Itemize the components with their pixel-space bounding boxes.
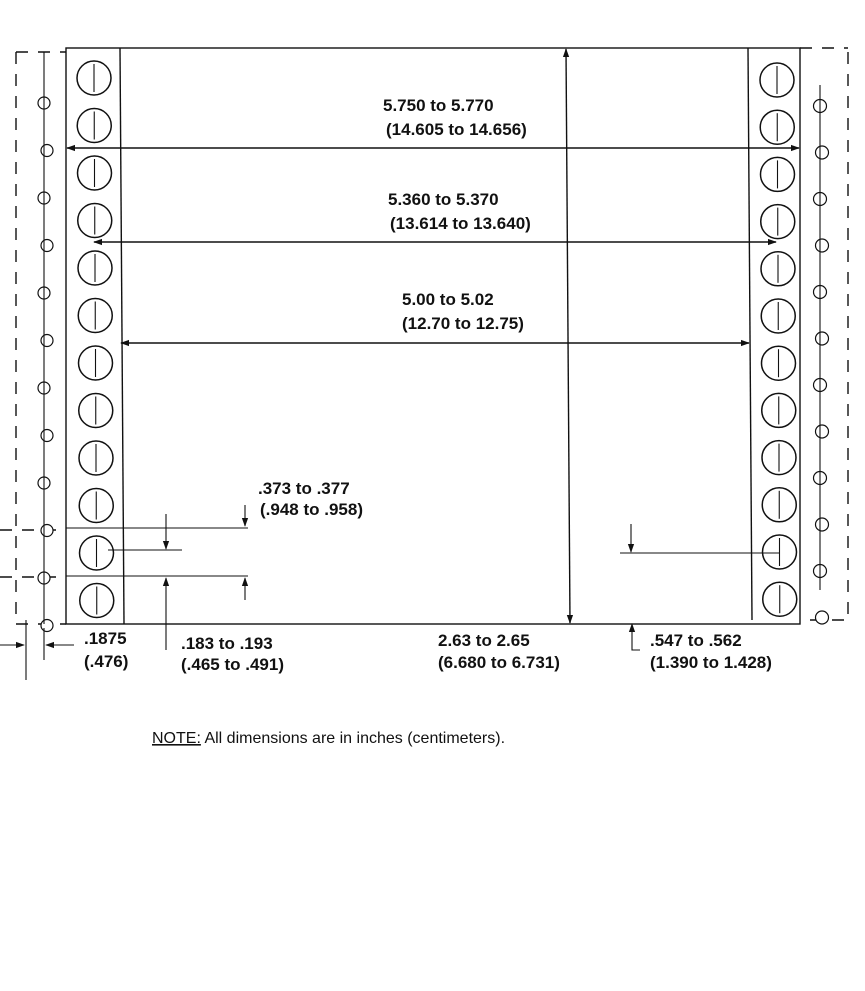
left-tractor-strip-edge <box>120 48 124 624</box>
left-tractor-feed-holes <box>77 61 114 618</box>
dim-line-263-vertical <box>566 49 570 623</box>
margin-hole <box>816 518 829 531</box>
margin-hole <box>816 425 829 438</box>
dim-263-inches: 2.63 to 2.65 <box>438 631 530 650</box>
margin-hole <box>41 525 53 537</box>
dimension-note <box>152 730 505 747</box>
right-margin-small-holes <box>814 100 829 625</box>
margin-hole <box>816 146 829 159</box>
margin-hole <box>41 240 53 252</box>
right-tractor-feed-holes <box>760 63 797 616</box>
dim-1875-cm: (.476) <box>84 652 129 671</box>
margin-hole <box>816 332 829 345</box>
dim-547-inches: .547 to .562 <box>650 631 742 650</box>
dim-547-cm: (1.390 to 1.428) <box>650 653 772 672</box>
dimension-lines <box>0 49 799 680</box>
dim-263-cm: (6.680 to 6.731) <box>438 653 560 672</box>
dim-373-cm: (.948 to .958) <box>260 500 363 519</box>
dim-5360-inches: 5.360 to 5.370 <box>388 190 499 209</box>
margin-hole <box>41 620 53 632</box>
dim-500-cm: (12.70 to 12.75) <box>402 314 524 333</box>
dim-5750-cm: (14.605 to 14.656) <box>386 120 527 139</box>
right-tractor-strip-edge <box>748 48 752 620</box>
dim-183-cm: (.465 to .491) <box>181 655 284 674</box>
dim-1875-inches: .1875 <box>84 629 127 648</box>
dim-500-inches: 5.00 to 5.02 <box>402 290 494 309</box>
dim-5750-inches: 5.750 to 5.770 <box>383 96 494 115</box>
margin-hole <box>41 430 53 442</box>
margin-hole <box>41 145 53 157</box>
margin-hole <box>816 611 829 624</box>
left-margin-small-holes <box>38 97 53 632</box>
margin-hole <box>41 335 53 347</box>
note-label: NOTE: <box>152 730 201 747</box>
dim-183-inches: .183 to .193 <box>181 634 273 653</box>
dim-373-inches: .373 to .377 <box>258 479 350 498</box>
margin-hole <box>816 239 829 252</box>
note-text: All dimensions are in inches (centimeters). <box>200 730 506 747</box>
dim-5360-cm: (13.614 to 13.640) <box>390 214 531 233</box>
